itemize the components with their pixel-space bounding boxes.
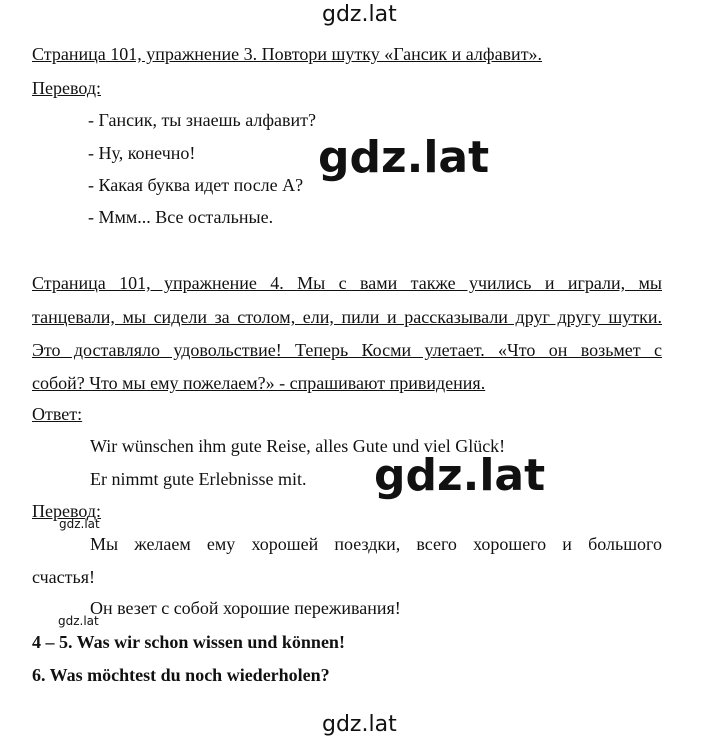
exercise-4-heading-line-1: Страница 101, упражнение 4. Мы с вами также учились и играли, мы xyxy=(32,273,662,293)
answer-line-1: Wir wünschen ihm gute Reise, alles Gute und viel Glück! xyxy=(90,436,506,456)
exercise-4-heading-line-3: Это доставляло удовольствие! Теперь Косми улетает. «Что он возьмет с xyxy=(32,340,662,360)
exercise-4-heading-line-2: танцевали, мы сидели за столом, ели, пили и рассказывали друг другу шутки. xyxy=(32,307,662,327)
watermark-bottom: gdz.lat xyxy=(322,712,397,737)
translation-line-2: Он везет с собой хорошие переживания! xyxy=(90,598,401,618)
watermark-small-2: gdz.lat xyxy=(58,614,99,628)
exercise-4-heading-line-4: собой? Что мы ему пожелаем?» - спрашивают привидения. xyxy=(32,373,486,393)
translation-label-2: Перевод: xyxy=(32,501,101,521)
exercise-3-heading: Страница 101, упражнение 3. Повтори шутку «Гансик и алфавит». xyxy=(32,44,543,64)
dialogue-line-4: - Ммм... Все остальные. xyxy=(88,207,274,227)
dialogue-line-3: - Какая буква идет после А? xyxy=(88,175,304,195)
watermark-small-1: gdz.lat xyxy=(59,517,100,531)
answer-label: Ответ: xyxy=(32,404,83,424)
translation-line-1: Мы желаем ему хорошей поездки, всего хорошего и большого xyxy=(90,534,662,554)
translation-label-1: Перевод: xyxy=(32,78,101,98)
answer-line-2: Er nimmt gute Erlebnisse mit. xyxy=(90,469,307,489)
section-6-heading: 6. Was möchtest du noch wiederholen? xyxy=(32,665,330,685)
watermark-large-1: gdz.lat xyxy=(318,132,490,183)
watermark-large-2: gdz.lat xyxy=(374,450,546,501)
translation-line-1-continued: счастья! xyxy=(32,567,96,587)
watermark-top: gdz.lat xyxy=(322,2,397,27)
dialogue-line-1: - Гансик, ты знаешь алфавит? xyxy=(88,110,316,130)
dialogue-line-2: - Ну, конечно! xyxy=(88,143,196,163)
section-4-5-heading: 4 – 5. Was wir schon wissen und können! xyxy=(32,632,345,652)
